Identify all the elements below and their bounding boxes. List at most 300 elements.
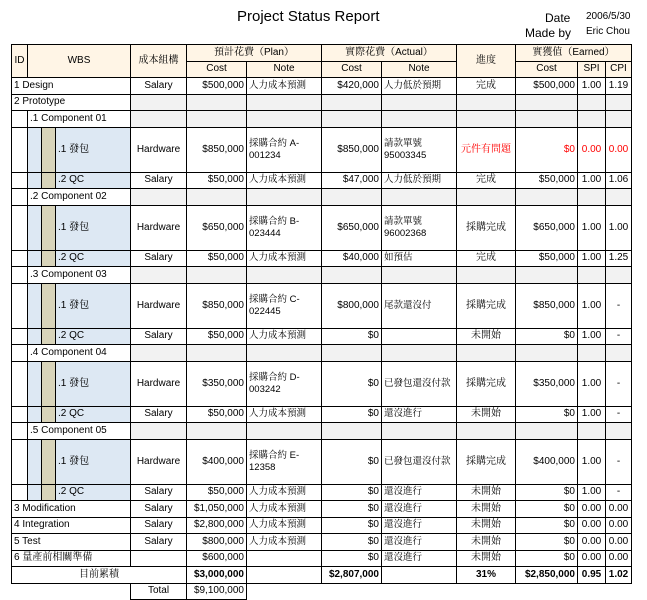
indent-cell bbox=[28, 250, 42, 267]
wbs-label: 5 Test bbox=[12, 534, 131, 551]
spi-value: 0.00 bbox=[578, 127, 606, 172]
spi-value: 1.00 bbox=[578, 361, 606, 406]
table-row bbox=[12, 345, 632, 362]
actual-cost: $0 bbox=[322, 361, 382, 406]
earned-cost: $400,000 bbox=[516, 439, 578, 484]
progress-status: 未開始 bbox=[457, 517, 516, 534]
indent-cell bbox=[28, 127, 42, 172]
empty-cell bbox=[578, 267, 606, 284]
actual-note: 人力低於預期 bbox=[382, 172, 457, 189]
empty-cell bbox=[247, 567, 322, 584]
plan-note: 人力成本預測 bbox=[247, 534, 322, 551]
indent-cell bbox=[42, 172, 56, 189]
wbs-label: .1 發包 bbox=[56, 127, 131, 172]
made-by-value: Eric Chou bbox=[586, 26, 630, 37]
total-value: $9,100,000 bbox=[187, 583, 247, 600]
indent-cell bbox=[42, 361, 56, 406]
earned-cost: $650,000 bbox=[516, 205, 578, 250]
progress-status: 未開始 bbox=[457, 406, 516, 423]
wbs-label: .2 QC bbox=[56, 172, 131, 189]
table-row bbox=[12, 406, 632, 423]
indent-cell bbox=[12, 250, 28, 267]
plan-cost: $800,000 bbox=[187, 534, 247, 551]
cost-org: Hardware bbox=[131, 439, 187, 484]
wbs-label: 4 Integration bbox=[12, 517, 131, 534]
table-row bbox=[12, 423, 632, 440]
indent-cell bbox=[12, 345, 28, 362]
progress-status: 未開始 bbox=[457, 534, 516, 551]
earned-cost: $0 bbox=[516, 127, 578, 172]
actual-cost: $0 bbox=[322, 439, 382, 484]
cost-org: Salary bbox=[131, 534, 187, 551]
progress-status: 完成 bbox=[457, 78, 516, 95]
earned-cost: $500,000 bbox=[516, 78, 578, 95]
indent-cell bbox=[42, 406, 56, 423]
spi-value: 1.00 bbox=[578, 328, 606, 345]
indent-cell bbox=[42, 205, 56, 250]
indent-cell bbox=[28, 439, 42, 484]
empty-cell bbox=[131, 111, 187, 128]
earned-cost: $0 bbox=[516, 406, 578, 423]
report-title: Project Status Report bbox=[237, 8, 380, 25]
table-row bbox=[12, 78, 632, 95]
cpi-value: 0.00 bbox=[606, 534, 632, 551]
empty-cell bbox=[382, 567, 457, 584]
plan-cost: $1,050,000 bbox=[187, 501, 247, 518]
table-row bbox=[12, 250, 632, 267]
wbs-label: .1 發包 bbox=[56, 439, 131, 484]
empty-cell bbox=[322, 111, 382, 128]
plan-cost-header: Cost bbox=[187, 61, 247, 78]
table-row bbox=[12, 189, 632, 206]
actual-cost: $0 bbox=[322, 534, 382, 551]
cost-org: Hardware bbox=[131, 127, 187, 172]
progress-status: 採購完成 bbox=[457, 361, 516, 406]
empty-cell bbox=[606, 94, 632, 111]
actual-cost: $0 bbox=[322, 328, 382, 345]
indent-cell bbox=[42, 127, 56, 172]
plan-header: 預計花費（Plan） bbox=[187, 45, 322, 62]
table-row bbox=[12, 534, 632, 551]
summary-actual-cost: $2,807,000 bbox=[322, 567, 382, 584]
indent-cell bbox=[12, 361, 28, 406]
cpi-value: - bbox=[606, 484, 632, 501]
earned-header: 實獲值（Earned） bbox=[516, 45, 632, 62]
empty-cell bbox=[382, 111, 457, 128]
plan-note: 人力成本預測 bbox=[247, 517, 322, 534]
actual-note: 已發包還沒付款 bbox=[382, 361, 457, 406]
cost-org: Hardware bbox=[131, 205, 187, 250]
empty-cell bbox=[382, 267, 457, 284]
actual-note: 還沒進行 bbox=[382, 406, 457, 423]
empty-cell bbox=[322, 267, 382, 284]
progress-status: 元件有問題 bbox=[457, 127, 516, 172]
indent-cell bbox=[12, 172, 28, 189]
actual-note: 還沒進行 bbox=[382, 534, 457, 551]
indent-cell bbox=[12, 283, 28, 328]
date-label: Date bbox=[545, 11, 571, 25]
empty-cell bbox=[131, 189, 187, 206]
empty-cell bbox=[247, 267, 322, 284]
date-value: 2006/5/30 bbox=[586, 11, 631, 22]
actual-cost: $47,000 bbox=[322, 172, 382, 189]
empty-cell bbox=[187, 423, 247, 440]
empty-cell bbox=[187, 111, 247, 128]
actual-note: 尾款還沒付 bbox=[382, 283, 457, 328]
spi-value: 1.00 bbox=[578, 406, 606, 423]
plan-note: 人力成本預測 bbox=[247, 172, 322, 189]
cpi-value: 0.00 bbox=[606, 501, 632, 518]
table-row bbox=[12, 127, 632, 172]
actual-cost: $0 bbox=[322, 517, 382, 534]
indent-cell bbox=[42, 484, 56, 501]
empty-cell bbox=[457, 189, 516, 206]
table-row bbox=[12, 328, 632, 345]
wbs-label: 2 Prototype bbox=[12, 94, 131, 111]
empty-cell bbox=[322, 345, 382, 362]
status-table bbox=[11, 44, 632, 600]
wbs-label: .4 Component 04 bbox=[28, 345, 131, 362]
cost-org: Salary bbox=[131, 250, 187, 267]
plan-cost: $650,000 bbox=[187, 205, 247, 250]
cost-org: Salary bbox=[131, 328, 187, 345]
actual-note-header: Note bbox=[382, 61, 457, 78]
earned-cost: $50,000 bbox=[516, 172, 578, 189]
cpi-value: - bbox=[606, 328, 632, 345]
empty-cell bbox=[516, 111, 578, 128]
actual-header: 實際花費（Actual） bbox=[322, 45, 457, 62]
earned-cost: $850,000 bbox=[516, 283, 578, 328]
cost-org: Salary bbox=[131, 517, 187, 534]
wbs-label: .2 QC bbox=[56, 250, 131, 267]
empty-cell bbox=[578, 94, 606, 111]
table-row bbox=[12, 361, 632, 406]
wbs-label: 1 Design bbox=[12, 78, 131, 95]
actual-note bbox=[382, 328, 457, 345]
indent-cell bbox=[12, 406, 28, 423]
actual-note: 如預估 bbox=[382, 250, 457, 267]
wbs-label: .3 Component 03 bbox=[28, 267, 131, 284]
empty-cell bbox=[516, 423, 578, 440]
progress-status: 採購完成 bbox=[457, 205, 516, 250]
cost-org bbox=[131, 550, 187, 567]
table-row bbox=[12, 111, 632, 128]
indent-cell bbox=[28, 283, 42, 328]
wbs-label: .1 Component 01 bbox=[28, 111, 131, 128]
summary-cpi: 1.02 bbox=[606, 567, 632, 584]
table-row bbox=[12, 517, 632, 534]
empty-cell bbox=[187, 189, 247, 206]
spi-value: 1.00 bbox=[578, 205, 606, 250]
indent-cell bbox=[28, 406, 42, 423]
empty-cell bbox=[382, 423, 457, 440]
cost-org: Salary bbox=[131, 172, 187, 189]
wbs-label: .5 Component 05 bbox=[28, 423, 131, 440]
actual-cost-header: Cost bbox=[322, 61, 382, 78]
progress-status: 採購完成 bbox=[457, 283, 516, 328]
empty-cell bbox=[187, 267, 247, 284]
plan-cost: $50,000 bbox=[187, 250, 247, 267]
plan-note: 採購合約 E-12358 bbox=[247, 439, 322, 484]
plan-note bbox=[247, 550, 322, 567]
table-row bbox=[12, 172, 632, 189]
earned-cost: $0 bbox=[516, 517, 578, 534]
cpi-value: 0.00 bbox=[606, 127, 632, 172]
empty-cell bbox=[322, 189, 382, 206]
earned-cost: $0 bbox=[516, 328, 578, 345]
empty-cell bbox=[578, 423, 606, 440]
empty-cell bbox=[247, 94, 322, 111]
indent-cell bbox=[28, 484, 42, 501]
cost-org: Salary bbox=[131, 484, 187, 501]
cpi-value: 0.00 bbox=[606, 550, 632, 567]
wbs-label: .2 QC bbox=[56, 328, 131, 345]
empty-cell bbox=[322, 94, 382, 111]
empty-cell bbox=[382, 189, 457, 206]
actual-note: 還沒進行 bbox=[382, 517, 457, 534]
summary-label: 目前累積 bbox=[12, 567, 187, 584]
spi-value: 1.00 bbox=[578, 250, 606, 267]
cost-org: Salary bbox=[131, 78, 187, 95]
table-row bbox=[12, 439, 632, 484]
empty-cell bbox=[131, 423, 187, 440]
cpi-value: 1.25 bbox=[606, 250, 632, 267]
cpi-value: - bbox=[606, 283, 632, 328]
made-by-label: Made by bbox=[525, 26, 572, 40]
summary-plan-cost: $3,000,000 bbox=[187, 567, 247, 584]
earned-cost: $0 bbox=[516, 550, 578, 567]
plan-note: 人力成本預測 bbox=[247, 406, 322, 423]
actual-note: 還沒進行 bbox=[382, 484, 457, 501]
cpi-value: 0.00 bbox=[606, 517, 632, 534]
empty-cell bbox=[131, 267, 187, 284]
wbs-label: .2 QC bbox=[56, 406, 131, 423]
spi-value: 1.00 bbox=[578, 439, 606, 484]
cpi-value: - bbox=[606, 439, 632, 484]
empty-cell bbox=[578, 345, 606, 362]
actual-note: 請款單號 95003345 bbox=[382, 127, 457, 172]
cost-org: Hardware bbox=[131, 283, 187, 328]
plan-note: 人力成本預測 bbox=[247, 250, 322, 267]
wbs-label: .1 發包 bbox=[56, 283, 131, 328]
wbs-label: .1 發包 bbox=[56, 205, 131, 250]
col-id-header: ID bbox=[12, 45, 28, 78]
empty-cell bbox=[382, 345, 457, 362]
table-row bbox=[12, 501, 632, 518]
actual-cost: $0 bbox=[322, 484, 382, 501]
earned-cost: $350,000 bbox=[516, 361, 578, 406]
progress-header: 進度 bbox=[457, 45, 516, 78]
plan-note: 採購合約 B-023444 bbox=[247, 205, 322, 250]
empty-cell bbox=[187, 345, 247, 362]
actual-note: 已發包還沒付款 bbox=[382, 439, 457, 484]
empty-cell bbox=[457, 423, 516, 440]
plan-cost: $400,000 bbox=[187, 439, 247, 484]
empty-cell bbox=[187, 94, 247, 111]
empty-cell bbox=[606, 111, 632, 128]
actual-cost: $420,000 bbox=[322, 78, 382, 95]
indent-cell bbox=[12, 484, 28, 501]
wbs-label: .2 QC bbox=[56, 484, 131, 501]
plan-note: 人力成本預測 bbox=[247, 78, 322, 95]
actual-cost: $0 bbox=[322, 406, 382, 423]
empty-cell bbox=[382, 94, 457, 111]
plan-note: 採購合約 D-003242 bbox=[247, 361, 322, 406]
indent-cell bbox=[12, 189, 28, 206]
indent-cell bbox=[12, 205, 28, 250]
actual-cost: $850,000 bbox=[322, 127, 382, 172]
plan-cost: $500,000 bbox=[187, 78, 247, 95]
cost-org: Salary bbox=[131, 406, 187, 423]
actual-note: 還沒進行 bbox=[382, 550, 457, 567]
spi-value: 1.00 bbox=[578, 484, 606, 501]
table-row bbox=[12, 205, 632, 250]
empty-cell bbox=[606, 189, 632, 206]
spi-value: 0.00 bbox=[578, 550, 606, 567]
summary-earned-cost: $2,850,000 bbox=[516, 567, 578, 584]
empty-cell bbox=[606, 423, 632, 440]
total-row bbox=[12, 583, 632, 600]
earned-cost: $50,000 bbox=[516, 250, 578, 267]
plan-cost: $2,800,000 bbox=[187, 517, 247, 534]
spi-value: 0.00 bbox=[578, 501, 606, 518]
actual-cost: $0 bbox=[322, 501, 382, 518]
plan-note-header: Note bbox=[247, 61, 322, 78]
earned-cost-header: Cost bbox=[516, 61, 578, 78]
empty-cell bbox=[247, 189, 322, 206]
indent-cell bbox=[12, 111, 28, 128]
spi-header: SPI bbox=[578, 61, 606, 78]
earned-cost: $0 bbox=[516, 534, 578, 551]
plan-note: 人力成本預測 bbox=[247, 484, 322, 501]
empty-cell bbox=[606, 267, 632, 284]
spi-value: 0.00 bbox=[578, 534, 606, 551]
plan-note: 採購合約 A-001234 bbox=[247, 127, 322, 172]
table-row bbox=[12, 267, 632, 284]
progress-status: 採購完成 bbox=[457, 439, 516, 484]
col-org-header: 成本組構 bbox=[131, 45, 187, 78]
progress-status: 完成 bbox=[457, 250, 516, 267]
spi-value: 1.00 bbox=[578, 283, 606, 328]
actual-cost: $800,000 bbox=[322, 283, 382, 328]
spacer bbox=[12, 583, 131, 600]
progress-status: 未開始 bbox=[457, 501, 516, 518]
progress-status: 未開始 bbox=[457, 484, 516, 501]
actual-cost: $650,000 bbox=[322, 205, 382, 250]
empty-cell bbox=[457, 345, 516, 362]
empty-cell bbox=[606, 345, 632, 362]
cpi-header: CPI bbox=[606, 61, 632, 78]
summary-row bbox=[12, 567, 632, 584]
cost-org: Salary bbox=[131, 501, 187, 518]
wbs-label: .2 Component 02 bbox=[28, 189, 131, 206]
wbs-label: 6 量產前相關準備 bbox=[12, 550, 131, 567]
empty-cell bbox=[247, 345, 322, 362]
wbs-label: .1 發包 bbox=[56, 361, 131, 406]
empty-cell bbox=[322, 423, 382, 440]
empty-cell bbox=[516, 94, 578, 111]
plan-cost: $350,000 bbox=[187, 361, 247, 406]
progress-status: 未開始 bbox=[457, 550, 516, 567]
plan-cost: $50,000 bbox=[187, 172, 247, 189]
cpi-value: - bbox=[606, 361, 632, 406]
total-label: Total bbox=[131, 583, 187, 600]
indent-cell bbox=[42, 283, 56, 328]
actual-cost: $40,000 bbox=[322, 250, 382, 267]
table-row bbox=[12, 94, 632, 111]
plan-cost: $850,000 bbox=[187, 283, 247, 328]
indent-cell bbox=[12, 439, 28, 484]
empty-cell bbox=[131, 345, 187, 362]
indent-cell bbox=[42, 439, 56, 484]
empty-cell bbox=[247, 111, 322, 128]
plan-note: 人力成本預測 bbox=[247, 328, 322, 345]
cpi-value: 1.06 bbox=[606, 172, 632, 189]
empty-cell bbox=[457, 267, 516, 284]
indent-cell bbox=[12, 423, 28, 440]
plan-cost: $50,000 bbox=[187, 406, 247, 423]
plan-cost: $850,000 bbox=[187, 127, 247, 172]
indent-cell bbox=[28, 205, 42, 250]
table-row bbox=[12, 283, 632, 328]
empty-cell bbox=[516, 189, 578, 206]
spi-value: 1.00 bbox=[578, 78, 606, 95]
empty-cell bbox=[131, 94, 187, 111]
actual-note: 人力低於預期 bbox=[382, 78, 457, 95]
indent-cell bbox=[12, 328, 28, 345]
summary-spi: 0.95 bbox=[578, 567, 606, 584]
indent-cell bbox=[42, 328, 56, 345]
plan-cost: $600,000 bbox=[187, 550, 247, 567]
cpi-value: 1.00 bbox=[606, 205, 632, 250]
cpi-value: 1.19 bbox=[606, 78, 632, 95]
cpi-value: - bbox=[606, 406, 632, 423]
progress-status: 完成 bbox=[457, 172, 516, 189]
actual-note: 請款單號 96002368 bbox=[382, 205, 457, 250]
actual-note: 還沒進行 bbox=[382, 501, 457, 518]
indent-cell bbox=[28, 172, 42, 189]
table-row bbox=[12, 484, 632, 501]
indent-cell bbox=[28, 328, 42, 345]
spi-value: 0.00 bbox=[578, 517, 606, 534]
empty-cell bbox=[516, 267, 578, 284]
progress-status: 未開始 bbox=[457, 328, 516, 345]
col-wbs-header: WBS bbox=[28, 45, 131, 78]
earned-cost: $0 bbox=[516, 484, 578, 501]
wbs-label: 3 Modification bbox=[12, 501, 131, 518]
empty-cell bbox=[516, 345, 578, 362]
empty-cell bbox=[578, 189, 606, 206]
plan-note: 採購合約 C-022445 bbox=[247, 283, 322, 328]
plan-cost: $50,000 bbox=[187, 484, 247, 501]
earned-cost: $0 bbox=[516, 501, 578, 518]
indent-cell bbox=[12, 267, 28, 284]
actual-cost: $0 bbox=[322, 550, 382, 567]
plan-note: 人力成本預測 bbox=[247, 501, 322, 518]
spi-value: 1.00 bbox=[578, 172, 606, 189]
empty-cell bbox=[247, 423, 322, 440]
indent-cell bbox=[12, 127, 28, 172]
empty-cell bbox=[578, 111, 606, 128]
empty-cell bbox=[457, 111, 516, 128]
cost-org: Hardware bbox=[131, 361, 187, 406]
empty-cell bbox=[457, 94, 516, 111]
table-row bbox=[12, 550, 632, 567]
summary-progress: 31% bbox=[457, 567, 516, 584]
plan-cost: $50,000 bbox=[187, 328, 247, 345]
indent-cell bbox=[28, 361, 42, 406]
indent-cell bbox=[42, 250, 56, 267]
